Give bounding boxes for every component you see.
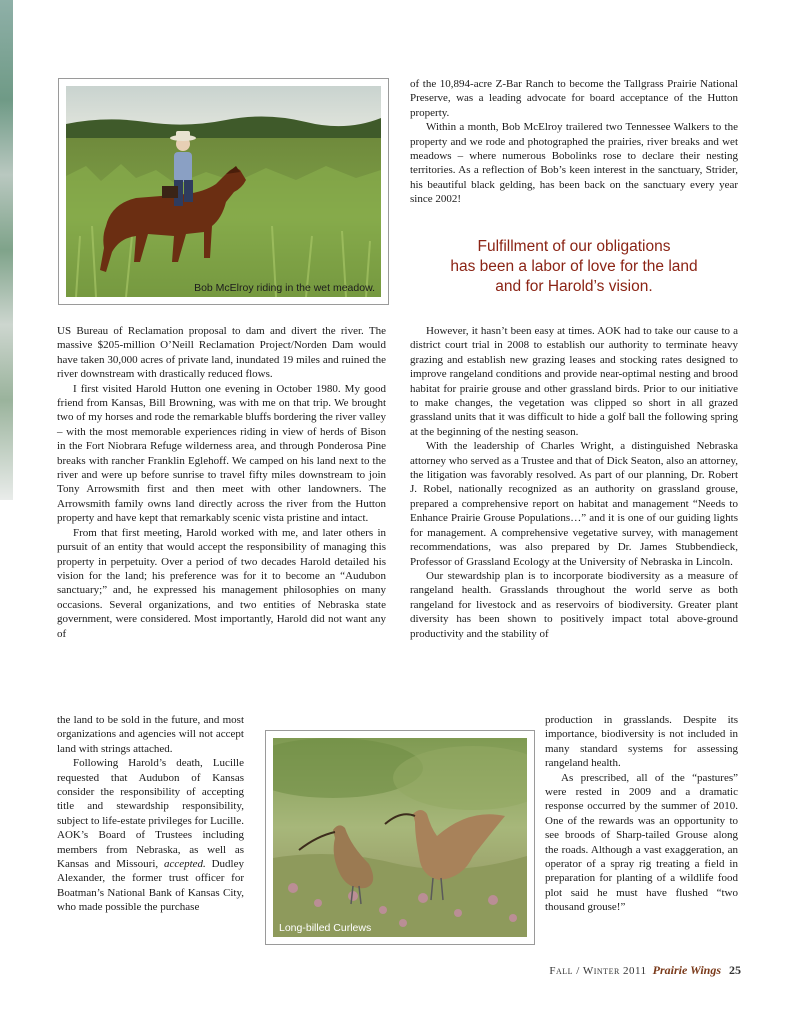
right-column-narrow — [545, 713, 738, 915]
curlews-photo-image — [273, 738, 527, 937]
paragraph-text: Dudley Alexander, the former trust officer for Boatman’s National Bank of Kansas City, who made possible the purchase — [57, 858, 244, 914]
paragraph: However, it hasn’t been easy at times. AOK had to take our cause to a district court trial in 2008 to establish our authority to terminate heavy grazing and establish new grazing leases and stocking rates designed to improve rangeland conditions and provide near-optimal nesting and brood habitat for prairie grouse and other grassland birds. Prior to our initiative to make changes, the vegetation was clipped so short in all grazed grassland units that it was difficult to hide a golf ball the following spring at the beginning of the nesting season. — [410, 325, 738, 438]
paragraph: Within a month, Bob McElroy trailered two Tennessee Walkers to the property and we rode and photographed the prairies, river breaks and wet meadows – where numerous Bobolinks rose to declare their nesting territories. As a reflection of Bob’s keen interest in the sanctuary, Strider, his beautiful black gelding, has been back on the sanctuary every year since 2002! — [410, 121, 738, 206]
horse-photo-frame — [58, 78, 389, 305]
paragraph: From that first meeting, Harold worked with me, and later others in pursuit of an entity that would accept the responsibility of managing this property in perpetuity. Over a period of two decades Harold detailed his vision for the land; his preference was for it to become an “Audubon sanctuary;” and, he expressed his management philosophies on many occasions. Several organizations, and two entities of Nebraska state government, were considered. Most importantly, Harold did not want any of — [57, 526, 386, 640]
left-column-main — [57, 324, 386, 641]
left-column-narrow — [57, 713, 244, 915]
emphasis-text: accepted. — [163, 858, 206, 871]
paragraph: As prescribed, all of the “pastures” were rested in 2009 and a dramatic response occurred by the summer of 2010. One of the rewards was an opportunity to see broods of Sharp-tailed Grouse along the roads. Although a vast exaggeration, an operator of a spray rig treating a field in preparation for planting of a wildlife food plot said he must have flushed “two thousand grouse!” — [545, 771, 738, 914]
pull-quote-line: Fulfillment of our obligations — [477, 238, 671, 255]
curlews-photo-caption: Long-billed Curlews — [279, 922, 372, 934]
paragraph — [57, 756, 244, 914]
paragraph: the land to be sold in the future, and most organizations and agencies will not accept land with strings attached. — [57, 714, 244, 755]
paragraph: With the leadership of Charles Wright, a distinguished Nebraska attorney who served as a Trustee and that of Dick Seaton, also an attorney, the litigation was favorably resolved. As part of our planning, Dr. Robert J. Robel, nationally recognized as an authority on grassland grouse, prepared a comprehensive report on habitat and management “Needs to Enhance Prairie Grouse Populations…” and it is one of our guiding lights for management. A comprehensive vegetative survey, with management recommendations, was also prepared by Dr. James Stubbendieck, Professor of Grassland Ecology at the University of Nebraska in Lincoln. — [410, 440, 738, 568]
paragraph: production in grasslands. Despite its importance, biodiversity is not included in many standard systems for assessing rangeland health. — [545, 714, 738, 770]
horse-photo — [66, 86, 381, 297]
curlews-photo — [273, 738, 527, 937]
magazine-title: Prairie Wings — [652, 963, 721, 977]
curlews-photo-frame — [265, 730, 535, 945]
right-column-top — [410, 77, 738, 207]
adjacent-page-photo-edge — [0, 0, 13, 500]
page-footer — [549, 963, 741, 978]
page-number: 25 — [729, 963, 741, 977]
paragraph: of the 10,894-acre Z-Bar Ranch to become the Tallgrass Prairie National Preserve, was a leading advocate for board acceptance of the Hutton property. — [410, 78, 738, 119]
issue-date: Fall / Winter 2011 — [549, 965, 647, 977]
pull-quote-line: and for Harold’s vision. — [495, 278, 653, 295]
horse-photo-image — [66, 86, 381, 297]
paragraph: I first visited Harold Hutton one evening in October 1980. My good friend from Kansas, Bill Browning, was with me on that trip. We brought two of my horses and rode the remarkable bluffs bordering the river valley – with the most memorable experiences riding in view of herds of Bison in the Fort Niobrara Refuge wilderness area, and through Ponderosa Pine breaks with rancher Franklin Eglehoff. We camped on his land next to the river and were up before sunrise to travel fifty miles downstream to join Tony Arrowsmith first and then meet with other landowners. The Arrowsmith family owns land directly across the river from the Hutton property and have kept that remarkably scenic vista pristine and intact. — [57, 382, 386, 525]
paragraph: US Bureau of Reclamation proposal to dam and divert the river. The massive $205-million O’Neill Reclamation Project/Norden Dam would have taken 30,000 acres of private land, inundated 19 miles and ruined the river downstream with drastically reduced flows. — [57, 325, 386, 381]
paragraph: Our stewardship plan is to incorporate biodiversity as a measure of rangeland health. Grasslands throughout the world serve as both rangeland for livestock and as reservoirs of biodiversity. Greater plant diversity has been shown to positively impact total above-ground productivity and the stability of — [410, 569, 738, 640]
pull-quote — [411, 237, 737, 297]
horse-photo-caption: Bob McElroy riding in the wet meadow. — [194, 282, 375, 294]
pull-quote-line: has been a labor of love for the land — [450, 258, 698, 275]
paragraph-text: Following Harold’s death, Lucille requested that Audubon of Kansas consider the responsibility of accepting title and stewardship responsibility, subject to life-estate privileges for Lucille. AOK’s Board of Trustees including members from Nebraska, as well as Kansas and Missouri, — [57, 757, 244, 871]
right-column-main — [410, 324, 738, 641]
